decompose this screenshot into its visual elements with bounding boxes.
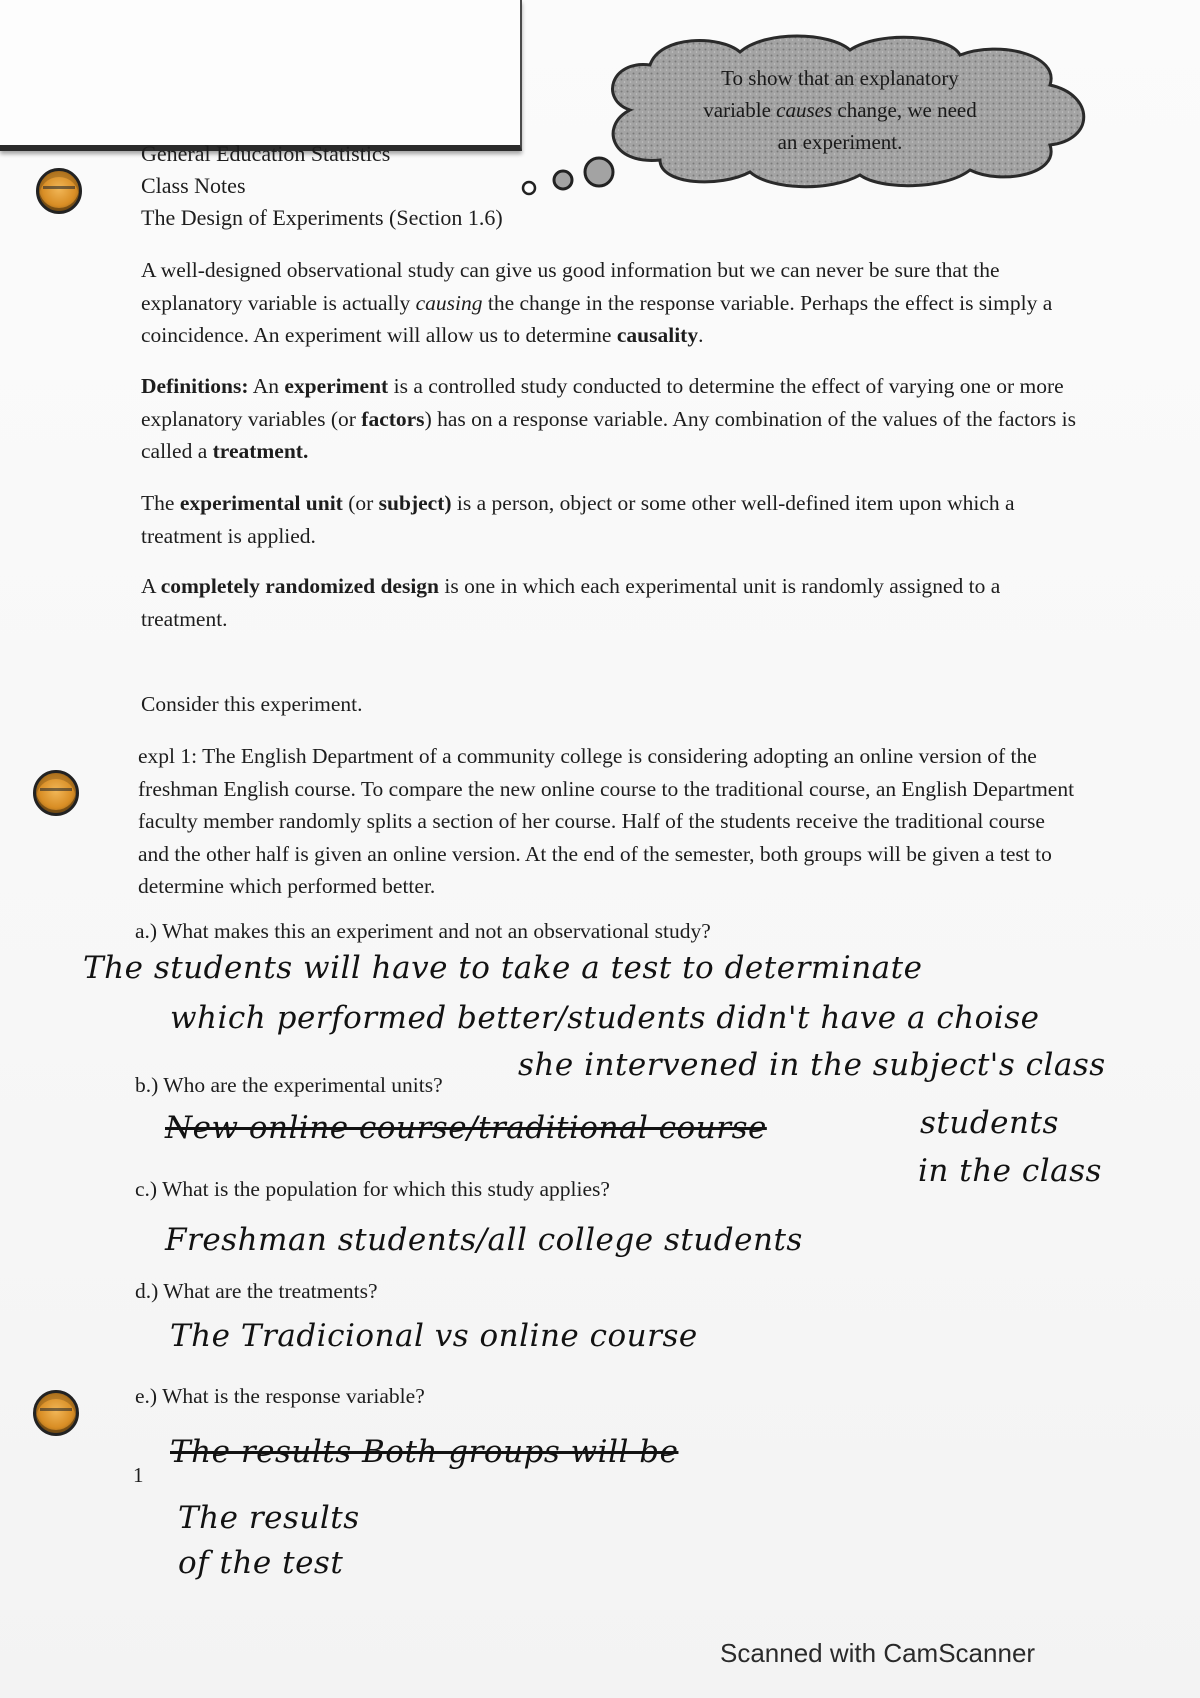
course-title: General Education Statistics: [141, 141, 391, 166]
hole-punch-icon: [33, 1390, 79, 1436]
callout-line-2: [670, 94, 1010, 126]
definition-text: is a person, object or some other well-defined item upon which a treatment is applied.: [141, 491, 1015, 548]
definition-term: completely randomized design: [160, 574, 440, 598]
definition-text: (or: [342, 491, 379, 515]
definition-text: is a controlled study conducted to determine the effect of varying one or more explanatory variables (or: [141, 374, 1064, 431]
definition-term: treatment.: [212, 439, 309, 463]
callout-text-part: change, we need: [832, 98, 977, 122]
definition-term: experimental unit: [179, 491, 343, 515]
intro-text: the change in the response variable. Perhaps the effect is simply a coincidence. An experiment will allow us to determine: [141, 290, 1053, 347]
callout-text: [670, 62, 1010, 158]
definition-term: factors: [361, 406, 425, 431]
intro-emphasis: causing: [415, 290, 483, 315]
handwritten-answer-b-line1: students: [920, 1105, 1059, 1141]
handwritten-answer-e-struck: The results Both groups will be: [170, 1434, 679, 1470]
question-d: d.) What are the treatments?: [135, 1279, 378, 1303]
intro-text: .: [698, 323, 704, 347]
hole-punch-icon: [33, 770, 79, 816]
handwritten-answer-b-struck: New online course/traditional course: [165, 1110, 767, 1146]
handwritten-answer-c: Freshman students/all college students: [165, 1222, 803, 1258]
definition-text: ) has on a response variable. Any combination of the values of the factors is called a: [141, 406, 1076, 463]
intro-text: A well-designed observational study can give us good information but we can never be sure that the explanatory variable is actually: [141, 258, 1000, 315]
thought-bubble-tail-icon: [505, 150, 625, 220]
callout-line-3: an experiment.: [777, 130, 903, 154]
handwritten-answer-a-line3: she intervened in the subject's class: [518, 1047, 1106, 1083]
camscanner-watermark: Scanned with CamScanner: [720, 1638, 1036, 1668]
handwritten-answer-a-line2: which performed better/students didn't have a choise: [170, 1000, 1040, 1036]
definition-text: The: [141, 491, 180, 515]
hole-punch-icon: [36, 168, 82, 214]
handwritten-answer-a-line1: The students will have to take a test to determinate: [83, 950, 923, 986]
thought-bubble-callout: [590, 30, 1110, 180]
question-b: b.) Who are the experimental units?: [135, 1073, 443, 1097]
handwritten-answer-e-line1: The results: [178, 1500, 360, 1536]
definition-text: An: [248, 374, 285, 398]
handwritten-answer-b-line2: in the class: [918, 1153, 1102, 1189]
doc-type: Class Notes: [141, 173, 246, 198]
definitions-label: Definitions:: [141, 374, 249, 398]
intro-paragraph: [141, 254, 1081, 352]
handwritten-answer-e-line2: of the test: [178, 1545, 344, 1581]
question-a: a.) What makes this an experiment and not an observational study?: [135, 919, 711, 943]
question-e: e.) What is the response variable?: [135, 1384, 425, 1408]
definition-term: subject): [378, 491, 452, 515]
handwritten-answer-d: The Tradicional vs online course: [170, 1318, 698, 1354]
callout-emphasis: causes: [776, 98, 833, 122]
example-paragraph: expl 1: The English Department of a community college is considering adopting an online version of the freshman English course. To compare the new online course to the traditional course, an English Department faculty member randomly splits a section of her course. Half of the students receive the traditional course and the other half is given an online version. At the end of the semester, both groups will be given a test to determine which performed better.: [138, 744, 1075, 898]
page-number: 1: [133, 1463, 144, 1487]
definition-text: is one in which each experimental unit is randomly assigned to a treatment.: [141, 574, 1001, 631]
definition-experimental-unit: [141, 487, 1081, 552]
question-c: c.) What is the population for which this study applies?: [135, 1177, 610, 1201]
page-title: The Design of Experiments (Section 1.6): [141, 205, 503, 230]
definition-experiment: [141, 370, 1081, 468]
callout-text-part: variable: [703, 98, 777, 122]
callout-line-1: To show that an explanatory: [721, 66, 959, 90]
consider-prompt: Consider this experiment.: [141, 692, 363, 716]
paper-edge: [0, 0, 522, 151]
definition-term: experiment: [284, 374, 389, 398]
definition-text: A: [141, 574, 161, 598]
definition-randomized-design: [141, 570, 1081, 635]
intro-term: causality: [616, 323, 699, 347]
